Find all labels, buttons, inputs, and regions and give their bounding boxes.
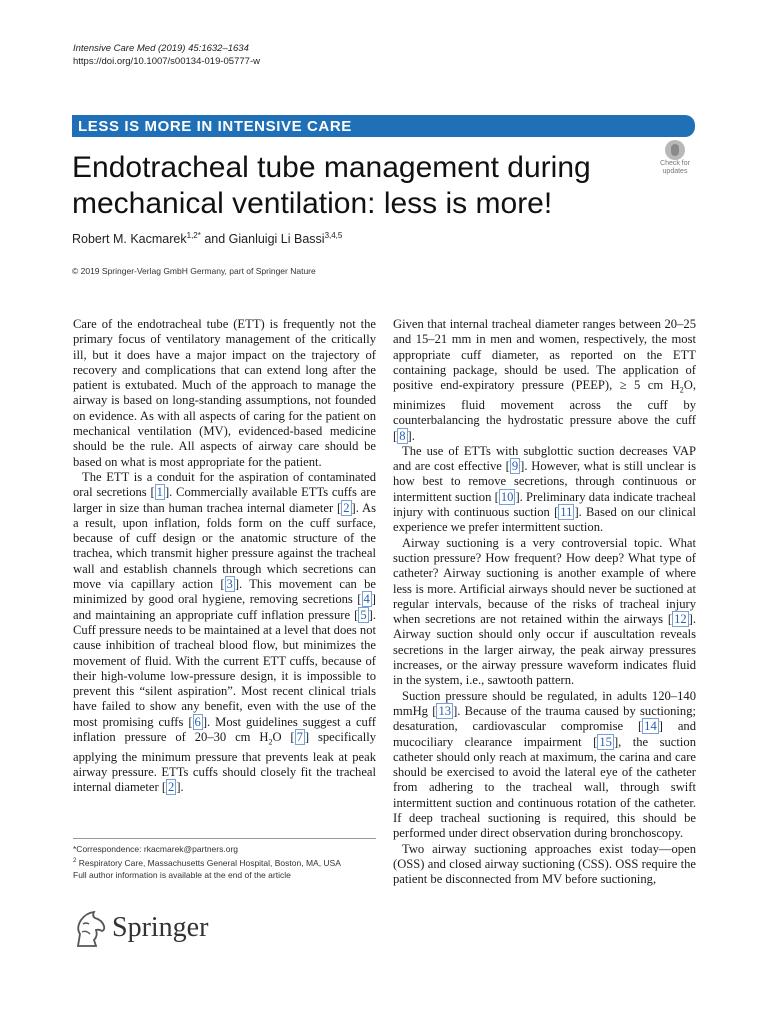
body-column-left: [73, 317, 376, 796]
journal-header: [73, 42, 260, 68]
affiliation-text: Respiratory Care, Massachusetts General Hospital, Boston, MA, USA: [76, 857, 341, 868]
paragraph: Suction pressure should be regulated, in adults 120–140 mmHg [ 13 ]. Because of the trauma caused by suctioning; desaturation, cardiovascular compromise [ 14 ] and mucociliary clearance impairment [ 15 ], the suction catheter should only reach at maximum, the carina and care should be exercised to avoid the lateral eye of the catheter from adhering to the tracheal wall, through swift intermittent suction and continuous rotation of the catheter. If deep tracheal suctioning is required, this should be performed under direct observation during bronchoscopy.: [393, 688, 697, 841]
author-2-affil: 3,4,5: [324, 231, 343, 240]
author-list: [72, 231, 342, 246]
citation-link[interactable]: 9: [511, 459, 519, 474]
check-for-updates-badge[interactable]: [654, 140, 696, 180]
check-line1: Check for: [660, 160, 690, 167]
paragraph: Given that internal tracheal diameter ranges between 20–25 and 15–21 mm in men and women, respectively, the most appropriate cuff diameter, as reported on the ETT containing package, should be used. The application of positive end-expiratory pressure (PEEP), ≥ 5 cm $H_2O$, minimizes fluid movement across the cuff by counterbalancing the hydrostatic pressure above the cuff [ 8 ].: [393, 317, 696, 443]
citation-link[interactable]: 14: [644, 719, 657, 734]
citation-link[interactable]: 15: [599, 734, 612, 749]
author-1-affil: 1,2*: [186, 231, 201, 240]
citation-link[interactable]: 8: [399, 428, 406, 443]
paragraph: Airway suctioning is a very controversial topic. What suction pressure? How frequent? How deep? What type of catheter? Airway suctioning is another example of where less is more. Artificial airways should never be suctioned at regular intervals, because of the risks of tracheal injury when secretions are not retained within the airways [ 12 ]. Airway suction should only occur if auscultation reveals secretions in the larger airway, the peak airway pressures increases, or the airway pressure waveform indicates fluid in the system, i.e., sawtooth pattern.: [393, 535, 696, 688]
paragraph: Care of the endotracheal tube (ETT) is frequently not the primary focus of ventilatory management of the critically ill, but it does have a major impact on the trajectory of recovery and complications that can extend long after the patient is extubated. Much of the approach to manage the airway is based on long-standing assumptions, not founded on evidence. As with all aspects of caring for the patient on mechanical ventilation (MV), evidenced-based medicine should be the rule. All aspects of airway care should be based on what is most appropriate for the patient.: [73, 317, 376, 469]
footnote-divider: [73, 838, 376, 839]
citation-link[interactable]: 2: [343, 500, 350, 515]
citation-link[interactable]: 10: [500, 489, 514, 504]
check-line2: updates: [662, 168, 688, 175]
citation-link[interactable]: 1: [156, 485, 163, 500]
citation-link[interactable]: 11: [560, 505, 573, 520]
doi-link[interactable]: https://doi.org/10.1007/s00134-019-05777-w: [73, 56, 260, 67]
springer-horse-icon: [72, 910, 108, 948]
paragraph: The use of ETTs with subglottic suction decreases VAP and are cost effective [ 9 ]. However, what is still unclear is how best to remove secretions, through continuous or intermittent suction [ 10 ]. Preliminary data indicate tracheal injury with continuous suction [ 11 ]. Based on our clinical experience we prefer intermittent suction.: [393, 443, 696, 535]
author-and: and: [200, 232, 229, 247]
paragraph: Two airway suctioning approaches exist today—open (OSS) and closed airway suctioning (CSS). OSS require the patient be disconnected from MV before suctioning,: [393, 841, 696, 887]
citation-link[interactable]: 2: [168, 780, 175, 795]
full-info-note: Full author information is available at the end of the article: [73, 869, 291, 880]
citation-link[interactable]: 13: [438, 703, 452, 718]
citation-link[interactable]: 5: [360, 607, 367, 622]
citation-link[interactable]: 3: [226, 577, 233, 592]
paragraph: The ETT is a conduit for the aspiration of contaminated oral secretions [ 1 ]. Commercially available ETTs cuffs are larger in size than human trachea internal diameter [ 2 ]. As a result, upon inflation, folds form on the cuff surface, because of cuff design or the anatomic structure of the trachea, which transmit higher pressure against the tracheal wall and establish channels through which secretions can move via capillary action [ 3 ]. This movement can be minimized by good oral hygiene, removing secretions [ 4 ] and maintaining an appropriate cuff inflation pressure [ 5 ]. Cuff pressure needs to be maintained at a level that does not cause inhibition of tracheal blood flow, but minimizes the movement of fluid. With the current ETT cuffs, because of their high-volume low-pressure design, it is impossible to prevent this “silent aspiration”. Most recent clinical trials have failed to show any benefit, even with the use of the most promising cuffs [ 6 ]. Most guidelines suggest a cuff inflation pressure of 20–30 cm $H_2O$ [ 7 ] specifically applying the minimum pressure that prevents leak at peak airway pressure. ETTs cuffs should closely fit the tracheal internal diameter [ 2 ].: [73, 469, 376, 795]
copyright-notice: © 2019 Springer-Verlag GmbH Germany, part of Springer Nature: [72, 266, 316, 276]
correspondence-note[interactable]: *Correspondence: rkacmarek@partners.org: [73, 844, 239, 854]
check-updates-icon: [665, 140, 685, 160]
affiliation-sup: 2: [73, 858, 77, 864]
author-2[interactable]: Gianluigi Li Bassi: [228, 232, 325, 247]
section-banner: [72, 115, 695, 137]
body-column-right: [393, 317, 696, 888]
article-title: Endotracheal tube management during mechanical ventilation: less is more!: [72, 151, 591, 220]
footnotes: [73, 843, 341, 881]
citation-link[interactable]: 7: [296, 730, 303, 745]
citation-link[interactable]: 6: [194, 714, 201, 729]
citation-link[interactable]: 4: [363, 592, 370, 607]
journal-citation: Intensive Care Med (2019) 45:1632–1634: [73, 43, 249, 54]
affiliation-note: [73, 855, 341, 869]
citation-link[interactable]: 12: [674, 612, 687, 627]
banner-label: LESS IS MORE IN INTENSIVE CARE: [78, 118, 352, 135]
author-1[interactable]: Robert M. Kacmarek: [72, 232, 187, 247]
publisher-name: Springer: [112, 912, 209, 943]
